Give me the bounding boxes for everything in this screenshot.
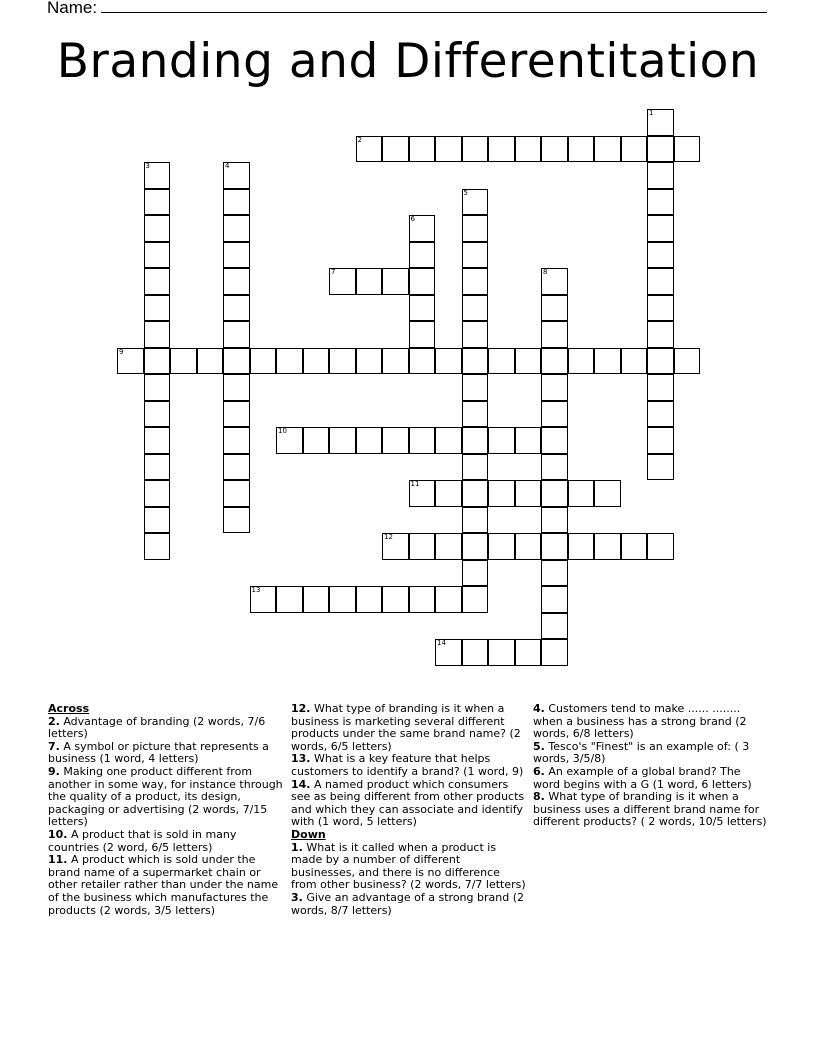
crossword-cell[interactable] [568, 533, 595, 560]
clue-across-9: 9. Making one product different from another in some way, for instance through the quality of a product, its design, packaging or advertising (2 words, 7/15 letters) [48, 764, 283, 829]
crossword-cell[interactable] [515, 480, 542, 507]
crossword-cell[interactable] [329, 268, 356, 295]
name-label: Name: [47, 0, 98, 17]
clue-number: 6 [410, 215, 415, 223]
crossword-cell[interactable] [541, 268, 568, 295]
crossword-cell[interactable] [621, 348, 648, 375]
crossword-cell[interactable] [462, 348, 489, 375]
crossword-cell[interactable] [223, 242, 250, 269]
clue-down-4: 4. Customers tend to make ...... ........ when a business has a strong brand (2 words, 6/8 letters) [533, 702, 747, 741]
crossword-cell[interactable] [647, 162, 674, 189]
crossword-cell[interactable] [541, 348, 568, 375]
crossword-cell[interactable] [356, 586, 383, 613]
crossword-cell[interactable] [276, 348, 303, 375]
clue-down-1: 1. What is it called when a product is made by a number of different businesses, and there is no difference from other business? (2 words, 7/7 letters) [291, 840, 526, 892]
clue-number: 3 [145, 162, 150, 170]
crossword-cell[interactable] [515, 427, 542, 454]
crossword-cell[interactable] [144, 507, 171, 534]
crossword-cell[interactable] [462, 215, 489, 242]
crossword-cell[interactable] [621, 533, 648, 560]
crossword-cell[interactable] [462, 189, 489, 216]
crossword-cell[interactable] [515, 348, 542, 375]
crossword-cell[interactable] [329, 348, 356, 375]
down-heading: Down [291, 827, 326, 841]
crossword-cell[interactable] [488, 136, 515, 163]
crossword-cell[interactable] [488, 427, 515, 454]
crossword-cell[interactable] [674, 348, 701, 375]
crossword-cell[interactable] [144, 268, 171, 295]
crossword-cell[interactable] [223, 295, 250, 322]
crossword-cell[interactable] [594, 348, 621, 375]
crossword-cell[interactable] [197, 348, 224, 375]
crossword-cell[interactable] [117, 348, 144, 375]
clue-across-7: 7. A symbol or picture that represents a business (1 word, 4 letters) [48, 739, 269, 766]
clue-across-2: 2. Advantage of branding (2 words, 7/6 letters) [48, 714, 266, 741]
crossword-cell[interactable] [462, 321, 489, 348]
crossword-cell[interactable] [594, 533, 621, 560]
across-heading: Across [48, 702, 90, 715]
clue-across-10: 10. A product that is sold in many countries (2 word, 6/5 letters) [48, 827, 237, 854]
crossword-cell[interactable] [647, 136, 674, 163]
crossword-cell[interactable] [144, 533, 171, 560]
crossword-cell[interactable] [462, 480, 489, 507]
crossword-cell[interactable] [647, 295, 674, 322]
crossword-cell[interactable] [674, 136, 701, 163]
crossword-cell[interactable] [382, 348, 409, 375]
clues-column-3 [533, 703, 769, 829]
crossword-cell[interactable] [568, 136, 595, 163]
clue-across-12: 12. What type of branding is it when a business is marketing several different products under the same brand name? (2 words, 6/5 letters) [291, 702, 521, 753]
crossword-cell[interactable] [462, 136, 489, 163]
crossword-cell[interactable] [223, 454, 250, 481]
crossword-cell[interactable] [144, 295, 171, 322]
crossword-cell[interactable] [303, 586, 330, 613]
crossword-cell[interactable] [435, 480, 462, 507]
clues-column-2 [291, 703, 527, 917]
crossword-cell[interactable] [541, 295, 568, 322]
crossword-cell[interactable] [409, 533, 436, 560]
crossword-cell[interactable] [647, 242, 674, 269]
crossword-cell[interactable] [541, 321, 568, 348]
crossword-cell[interactable] [647, 109, 674, 136]
crossword-cell[interactable] [144, 242, 171, 269]
crossword-cell[interactable] [223, 401, 250, 428]
crossword-cell[interactable] [647, 215, 674, 242]
crossword-cell[interactable] [462, 268, 489, 295]
crossword-cell[interactable] [329, 586, 356, 613]
clue-number: 12 [384, 533, 393, 541]
crossword-cell[interactable] [435, 586, 462, 613]
crossword-cell[interactable] [223, 321, 250, 348]
clue-number: 13 [251, 586, 261, 594]
clue-number: 1 [649, 109, 654, 117]
crossword-cell[interactable] [409, 480, 436, 507]
crossword-cell[interactable] [515, 639, 542, 666]
crossword-cell[interactable] [144, 189, 171, 216]
crossword-cell[interactable] [144, 480, 171, 507]
crossword-cell[interactable] [223, 189, 250, 216]
crossword-cell[interactable] [382, 533, 409, 560]
crossword-cell[interactable] [462, 560, 489, 587]
clue-across-14: 14. A named product which consumers see as being different from other products and which they can associate and identify with (1 word, 5 letters) [291, 777, 525, 829]
clue-number: 9 [119, 347, 124, 356]
crossword-cell[interactable] [144, 348, 171, 375]
crossword-cell[interactable] [223, 162, 250, 189]
clue-number: 2 [357, 135, 362, 144]
crossword-cell[interactable] [276, 586, 303, 613]
clue-across-13: 13. What is a key feature that helps customers to identify a brand? (1 word, 9) [291, 752, 524, 778]
crossword-cell[interactable] [409, 321, 436, 348]
crossword-cell[interactable] [541, 374, 568, 401]
crossword-cell[interactable] [250, 348, 277, 375]
crossword-cell[interactable] [647, 533, 674, 560]
crossword-cell[interactable] [409, 268, 436, 295]
crossword-cell[interactable] [647, 321, 674, 348]
crossword-cell[interactable] [223, 427, 250, 454]
crossword-cell[interactable] [647, 374, 674, 401]
crossword-cell[interactable] [409, 586, 436, 613]
crossword-cell[interactable] [409, 427, 436, 454]
crossword-cell[interactable] [541, 507, 568, 534]
crossword-cell[interactable] [144, 454, 171, 481]
crossword-cell[interactable] [541, 454, 568, 481]
crossword-cell[interactable] [541, 613, 568, 640]
crossword-cell[interactable] [356, 268, 383, 295]
crossword-cell[interactable] [223, 507, 250, 534]
clue-down-8: 8. What type of branding is it when a business uses a different brand name for different products? ( 2 words, 10/5 letters) [533, 790, 767, 829]
crossword-cell[interactable] [435, 348, 462, 375]
crossword-cell[interactable] [435, 136, 462, 163]
crossword-cell[interactable] [515, 136, 542, 163]
crossword-cell[interactable] [409, 215, 436, 242]
crossword-cell[interactable] [647, 454, 674, 481]
crossword-cell[interactable] [144, 215, 171, 242]
crossword-cell[interactable] [488, 639, 515, 666]
crossword-cell[interactable] [541, 560, 568, 587]
crossword-cell[interactable] [462, 533, 489, 560]
crossword-cell[interactable] [382, 136, 409, 163]
crossword-cell[interactable] [541, 136, 568, 163]
crossword-cell[interactable] [409, 348, 436, 375]
crossword-cell[interactable] [462, 454, 489, 481]
crossword-cell[interactable] [144, 374, 171, 401]
crossword-cell[interactable] [541, 427, 568, 454]
crossword-cell[interactable] [435, 533, 462, 560]
crossword-cell[interactable] [541, 639, 568, 666]
crossword-cell[interactable] [382, 427, 409, 454]
crossword-cell[interactable] [223, 215, 250, 242]
crossword-cell[interactable] [223, 374, 250, 401]
crossword-cell[interactable] [250, 586, 277, 613]
crossword-cell[interactable] [462, 295, 489, 322]
crossword-cell[interactable] [144, 321, 171, 348]
crossword-cell[interactable] [303, 427, 330, 454]
clue-across-11: 11. A product which is sold under the brand name of a supermarket chain or other retailer rather than under the name of the business which manufactures the products (2 words, 3/5 letters) [48, 853, 279, 917]
clues-column-1 [48, 703, 284, 917]
crossword-cell[interactable] [409, 136, 436, 163]
crossword-cell[interactable] [462, 242, 489, 269]
crossword-cell[interactable] [409, 295, 436, 322]
crossword-cell[interactable] [462, 639, 489, 666]
crossword-cell[interactable] [462, 427, 489, 454]
clue-number: 14 [437, 639, 446, 647]
crossword-cell[interactable] [170, 348, 197, 375]
crossword-cell[interactable] [647, 189, 674, 216]
crossword-cell[interactable] [541, 586, 568, 613]
crossword-cell[interactable] [382, 268, 409, 295]
crossword-cell[interactable] [435, 639, 462, 666]
crossword-cell[interactable] [223, 348, 250, 375]
crossword-cell[interactable] [462, 374, 489, 401]
clue-number: 8 [543, 268, 548, 276]
crossword-cell[interactable] [462, 401, 489, 428]
crossword-cell[interactable] [409, 242, 436, 269]
crossword-cell[interactable] [356, 136, 383, 163]
crossword-cell[interactable] [488, 348, 515, 375]
crossword-cell[interactable] [647, 348, 674, 375]
crossword-cell[interactable] [144, 401, 171, 428]
crossword-cell[interactable] [568, 480, 595, 507]
crossword-cell[interactable] [488, 480, 515, 507]
crossword-cell[interactable] [276, 427, 303, 454]
crossword-cell[interactable] [647, 427, 674, 454]
crossword-cell[interactable] [488, 533, 515, 560]
crossword-cell[interactable] [568, 348, 595, 375]
crossword-cell[interactable] [594, 136, 621, 163]
clue-number: 5 [463, 188, 468, 197]
clue-number: 4 [225, 162, 230, 170]
crossword-cell[interactable] [541, 401, 568, 428]
crossword-cell[interactable] [541, 533, 568, 560]
crossword-cell[interactable] [223, 480, 250, 507]
crossword-cell[interactable] [223, 268, 250, 295]
crossword-cell[interactable] [621, 136, 648, 163]
crossword-cell[interactable] [462, 507, 489, 534]
clue-down-6: 6. An example of a global brand? The word begins with a G (1 word, 6 letters) [533, 764, 752, 791]
crossword-cell[interactable] [303, 348, 330, 375]
crossword-cell[interactable] [356, 348, 383, 375]
crossword-cell[interactable] [541, 480, 568, 507]
crossword-cell[interactable] [144, 427, 171, 454]
crossword-cell[interactable] [356, 427, 383, 454]
crossword-cell[interactable] [462, 586, 489, 613]
crossword-cell[interactable] [435, 427, 462, 454]
clue-number: 7 [331, 268, 336, 276]
clue-number: 11 [410, 480, 420, 488]
crossword-cell[interactable] [144, 162, 171, 189]
clue-down-3: 3. Give an advantage of a strong brand (2 words, 8/7 letters) [291, 890, 524, 917]
crossword-cell[interactable] [594, 480, 621, 507]
crossword-cell[interactable] [647, 268, 674, 295]
crossword-cell[interactable] [382, 586, 409, 613]
clue-number: 10 [278, 427, 287, 435]
crossword-cell[interactable] [329, 427, 356, 454]
crossword-cell[interactable] [647, 401, 674, 428]
crossword-cell[interactable] [515, 533, 542, 560]
page-title: Branding and Differentitation [56, 34, 760, 89]
clue-down-5: 5. Tesco's "Finest" is an example of: ( 3 words, 3/5/8) [533, 739, 750, 766]
